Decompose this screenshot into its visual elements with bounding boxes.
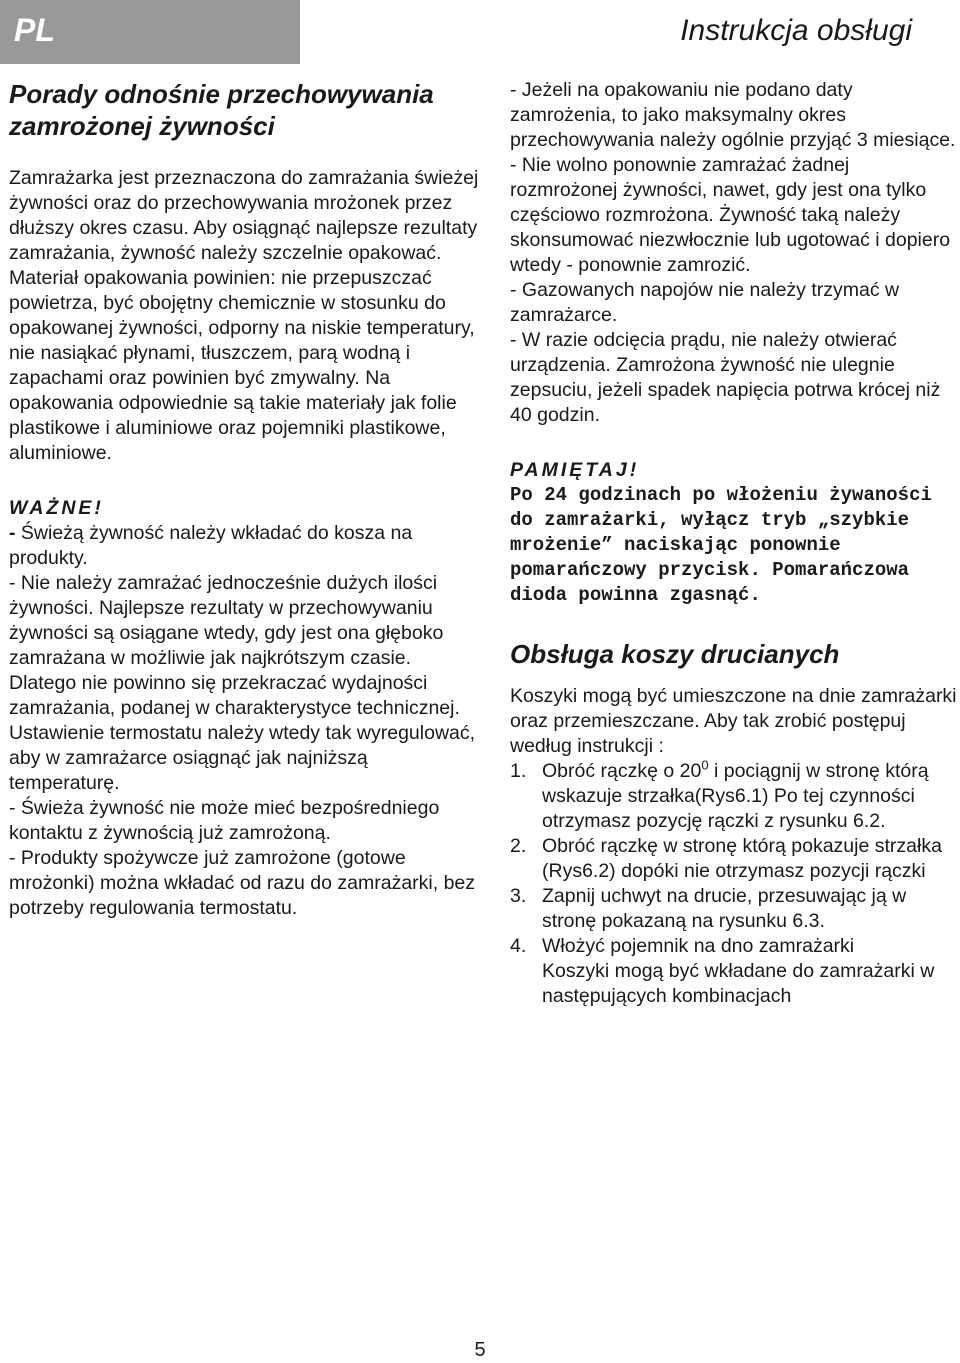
step-text-continued: i pociągnij w stronę którą wskazuje strzałka(Rys6.1) Po tej czynności otrzymasz pozycję rączki z rysunku 6.2. <box>542 760 929 832</box>
baskets-combinations: Koszyki mogą być wkładane do zamrażarki w następujących kombinacjach <box>542 960 935 1007</box>
list-item <box>510 834 960 884</box>
manual-title: Instrukcja obsługi <box>680 14 912 47</box>
degree-superscript: 0 <box>701 757 709 773</box>
important-dash: - <box>9 522 16 544</box>
language-code: PL <box>14 12 55 48</box>
page-number: 5 <box>474 1339 486 1361</box>
storage-section-title <box>9 78 481 142</box>
step-number: 3. <box>510 885 527 907</box>
note-drinks: - Gazowanych napojów nie należy trzymać w zamrażarce. <box>510 279 900 326</box>
step-number: 2. <box>510 835 527 857</box>
step-text: Włożyć pojemnik na dno zamrażarki <box>542 935 855 957</box>
language-tab <box>0 0 300 64</box>
list-item <box>510 934 960 959</box>
note-refreeze: - Nie wolno ponownie zamrażać żadnej rozmrożonej żywności, nawet, gdy jest ona tylko częściowo rozmrożona. Żywność taką należy skonsumować niezwłocznie lub ugotować i dopiero wtedy - ponownie zamrozić. <box>510 154 951 276</box>
list-item <box>510 884 960 934</box>
step-text: Obróć rączkę o 20 <box>542 760 702 782</box>
note-power-cut: - W razie odcięcia prądu, nie należy otwierać urządzenia. Zamrożona żywność nie ulegnie zepsuciu, jeżeli spadek napięcia potrwa krócej niż 40 godzin. <box>510 329 941 426</box>
important-products-item: - Produkty spożywcze już zamrożone (gotowe mrożonki) można wkładać od razu do zamrażarki, bez potrzeby regulowania termostatu. <box>9 847 476 919</box>
step-number: 1. <box>510 760 527 782</box>
important-capacity-item: - Nie należy zamrażać jednocześnie dużych ilości żywności. Najlepsze rezultaty w przechowywaniu żywności są osiągane wtedy, gdy jest ona głęboko zamrażana w możliwie jak najkrótszym czasie. Dlatego nie powinno się przekraczać wydajności zamrażania, podanej w charakterystyce technicznej. Ustawienie termostatu należy wtedy tak wyregulować, aby w zamrażarce osiągnąć jak najniższą temperaturę. <box>9 572 476 794</box>
remember-title: PAMIĘTAJ! <box>510 459 640 481</box>
baskets-intro: Koszyki mogą być umieszczone na dnie zamrażarki oraz przemieszczane. Aby tak zrobić postępuj według instrukcji : <box>510 685 957 757</box>
left-column <box>9 78 481 921</box>
important-first-item <box>9 521 481 571</box>
remember-text: Po 24 godzinach po włożeniu żywaności do zamrażarki, wyłącz tryb „szybkie mrożenie” naciskając ponownie pomarańczowy przycisk. Pomarańczowa dioda powinna zgasnąć. <box>510 484 932 606</box>
baskets-steps-list <box>510 759 960 959</box>
storage-intro-paragraph: Zamrażarka jest przeznaczona do zamrażania świeżej żywności oraz do przechowywania mrożonek przez dłuższy okres czasu. Aby osiągnąć najlepsze rezultaty zamrażania, żywność należy szczelnie opakować. Materiał opakowania powinien: nie przepuszczać powietrza, być obojętny chemicznie w stosunku do opakowanej żywności, odporny na niskie temperatury, nie nasiąkać płynami, tłuszczem, parą wodną i zapachami oraz powinien być zmywalny. Na opakowania odpowiednie są takie materiały jak folie plastikowe i aluminiowe oraz pojemniki plastikowe, aluminiowe. <box>9 167 479 464</box>
note-date: - Jeżeli na opakowaniu nie podano daty zamrożenia, to jako maksymalny okres przechowywania należy ogólnie przyjąć 3 miesiące. <box>510 79 956 151</box>
baskets-section-title: Obsługa koszy drucianych <box>510 639 840 669</box>
step-text: Zapnij uchwyt na drucie, przesuwając ją w stronę pokazaną na rysunku 6.3. <box>542 885 907 932</box>
important-first-text: Świeżą żywność należy wkładać do kosza na produkty. <box>9 522 413 569</box>
important-fresh-item: - Świeża żywność nie może mieć bezpośredniego kontaktu z żywnością już zamrożoną. <box>9 797 440 844</box>
storage-title-line1: Porady odnośnie przechowywania <box>9 79 434 109</box>
important-title: WAŻNE! <box>9 497 104 519</box>
step-number: 4. <box>510 935 527 957</box>
page-header <box>0 0 960 68</box>
list-item <box>510 759 960 834</box>
step-text: Obróć rączkę w stronę którą pokazuje strzałka (Rys6.2) dopóki nie otrzymasz pozycji rączki <box>542 835 942 882</box>
right-column <box>510 78 960 1009</box>
storage-title-line2: zamrożonej żywności <box>9 111 275 141</box>
